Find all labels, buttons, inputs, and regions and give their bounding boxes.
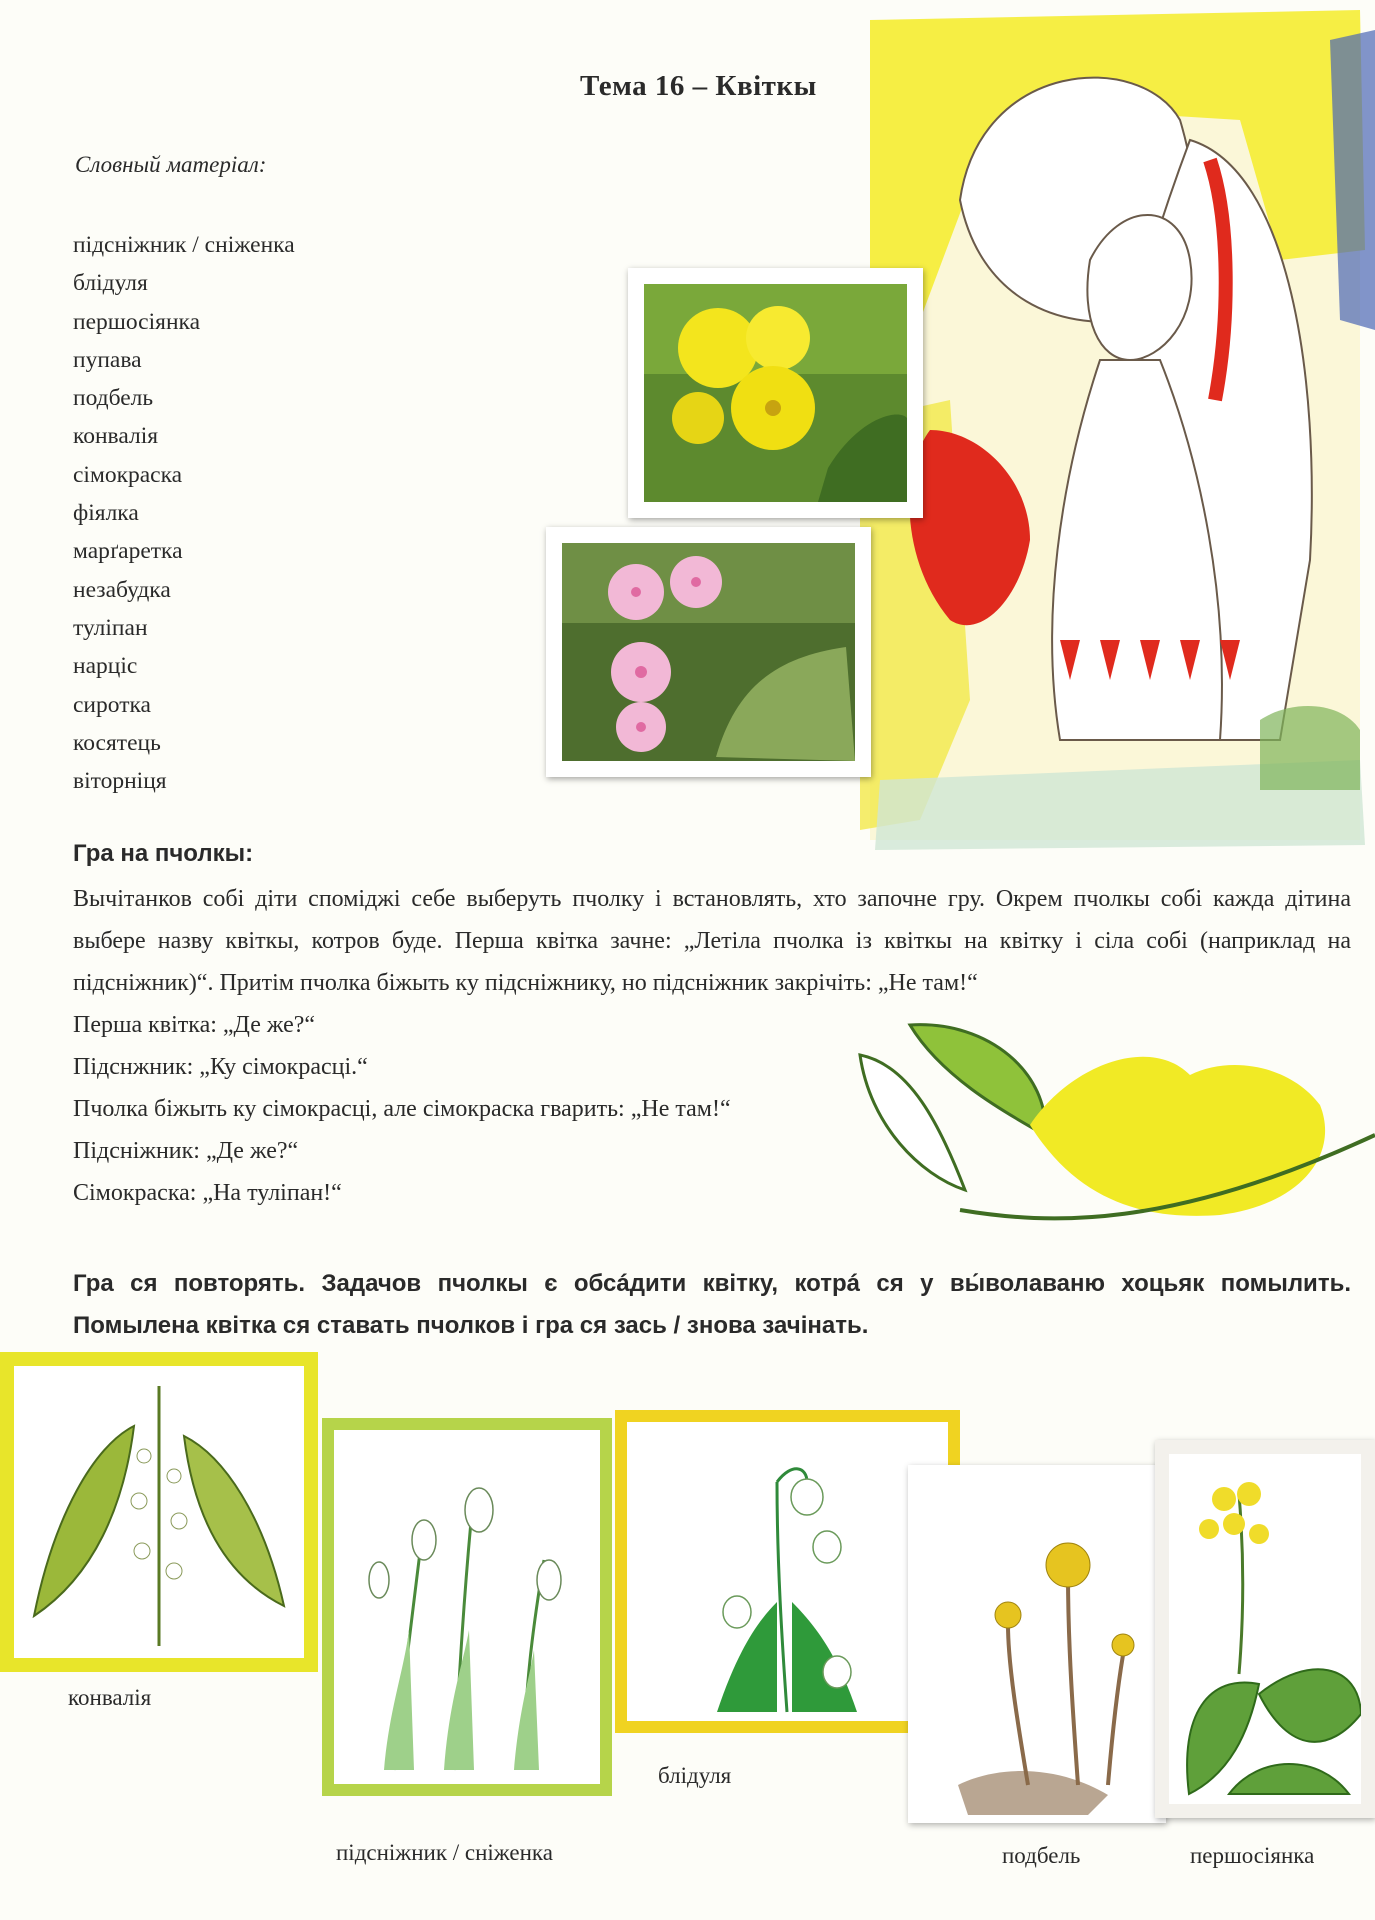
vocab-item: подбель: [73, 385, 154, 412]
lily-of-the-valley-card: [0, 1352, 318, 1672]
caption-snowdrop: підсніжник / сніженка: [336, 1840, 553, 1865]
game-text: [73, 878, 1351, 1214]
vocab-item: сімокраска: [73, 461, 183, 488]
dialogue-line: Сімокраска: „На туліпан!“: [73, 1180, 342, 1206]
snowdrop-card: [322, 1418, 612, 1796]
vocab-item: незабудка: [73, 576, 171, 603]
vocab-item: віторніця: [73, 768, 167, 795]
game-heading: Гра на пчолкы:: [73, 840, 254, 867]
caption-coltsfoot: подбель: [1002, 1843, 1081, 1868]
vocab-item: блідуля: [73, 270, 148, 297]
game-outro: Гра ся повторять. Задачов пчолкы є обсáдити квітку, котрá ся у вы́волаваню хоцьяк помылить. Помылена квітка ся ставать пчолков і гра ся зась / знова зачінать.: [73, 1270, 1351, 1339]
vocab-heading: Словный матеріал:: [75, 152, 267, 177]
vocab-item: туліпан: [73, 614, 148, 641]
vocab-item: конвалія: [73, 423, 159, 450]
vocab-item: нарціс: [73, 653, 138, 680]
vocab-item: сиротка: [73, 691, 151, 718]
caption-snowflake: блідуля: [658, 1763, 732, 1788]
vocab-item: марґаретка: [73, 538, 183, 565]
vocab-item: пупава: [73, 346, 142, 373]
caption-lily: конвалія: [68, 1685, 152, 1710]
vocab-item: косятець: [73, 729, 161, 756]
game-paragraph: Вычітанков собі діти споміджі себе выберуть пчолку і встановлять, хто започне гру. Окрем пчолкы собі кажда дітина выбере назву квіткы, котров буде. Перша квітка зачне: „Летіла пчолка із квіткы на квітку і сіла собі (наприклад на підсніжник)“. Притім пчолка біжыть ку підсніжнику, но підсніжник закрічіть: „Не там!“: [73, 886, 1351, 996]
caption-primrose: першосіянка: [1190, 1843, 1315, 1868]
dialogue-line: Перша квітка: „Де же?“: [73, 1012, 316, 1038]
coltsfoot-card: [908, 1465, 1166, 1823]
dialogue-line: Підсніжник: „Де же?“: [73, 1138, 299, 1164]
dialogue-line: Підснжник: „Ку сімокрасці.“: [73, 1054, 368, 1080]
yellow-primrose-photo: [628, 268, 923, 518]
dialogue-line: Пчолка біжыть ку сімокрасці, але сімокраска гварить: „Не там!“: [73, 1096, 731, 1122]
vocab-list: [73, 226, 295, 800]
vocab-item: першосіянка: [73, 308, 201, 335]
page-title: Тема 16 – Квіткы: [580, 70, 817, 102]
horse-girl-illustration: [860, 0, 1375, 860]
pink-phlox-photo: [546, 527, 871, 777]
vocab-item: підсніжник / сніженка: [73, 232, 295, 258]
primrose-card: [1155, 1440, 1375, 1818]
vocab-item: фіялка: [73, 500, 139, 527]
